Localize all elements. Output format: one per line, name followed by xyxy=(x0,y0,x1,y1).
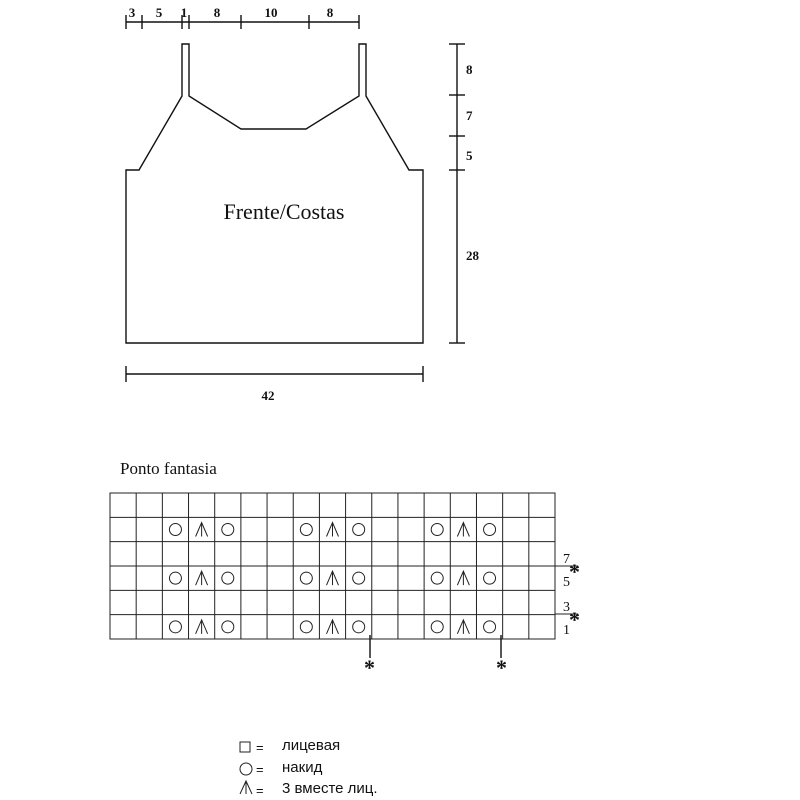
top-dim-label: 8 xyxy=(213,5,221,20)
bottom-dim-label: 42 xyxy=(261,388,275,403)
k3tog-icon xyxy=(327,620,339,634)
legend-text: накид xyxy=(282,759,323,776)
garment-outline xyxy=(126,44,423,343)
yarn-over-circle-icon xyxy=(300,524,312,536)
k3tog-icon xyxy=(196,523,208,537)
yarn-over-circle-icon xyxy=(169,572,181,584)
legend xyxy=(240,737,378,798)
top-dim-label: 1 xyxy=(180,5,188,20)
legend-equals: = xyxy=(256,740,264,755)
repeat-star: * xyxy=(364,655,375,680)
yarn-over-circle-icon xyxy=(431,572,443,584)
yarn-over-circle-icon xyxy=(240,763,252,775)
yarn-over-circle-icon xyxy=(300,621,312,633)
k3tog-icon xyxy=(457,571,469,585)
k3tog-icon xyxy=(327,523,339,537)
yarn-over-circle-icon xyxy=(169,524,181,536)
legend-item-k3tog xyxy=(240,780,378,798)
right-dim-label: 7 xyxy=(466,108,473,123)
repeat-star: * xyxy=(569,559,580,584)
right-dim-label: 28 xyxy=(466,248,479,263)
legend-text: 3 вместе лиц. xyxy=(282,780,378,797)
top-dim-label: 3 xyxy=(128,5,136,20)
top-dim-label: 5 xyxy=(155,5,163,20)
legend-item-knit xyxy=(240,737,340,755)
row-label: 7 xyxy=(563,552,570,567)
chart-title: Ponto fantasia xyxy=(120,459,217,478)
garment-schematic xyxy=(126,44,423,343)
top-dimension-line xyxy=(126,5,359,29)
bottom-dimension-line xyxy=(126,366,423,403)
yarn-over-circle-icon xyxy=(431,621,443,633)
k3tog-icon xyxy=(240,781,252,794)
k3tog-icon xyxy=(457,523,469,537)
legend-equals: = xyxy=(256,762,264,777)
repeat-star: * xyxy=(496,655,507,680)
k3tog-icon xyxy=(196,571,208,585)
yarn-over-circle-icon xyxy=(353,524,365,536)
chart-row-labels xyxy=(555,552,580,638)
legend-item-yarn-over xyxy=(240,759,323,777)
yarn-over-circle-icon xyxy=(484,621,496,633)
stitch-chart xyxy=(110,493,555,639)
yarn-over-circle-icon xyxy=(484,524,496,536)
k3tog-icon xyxy=(327,571,339,585)
yarn-over-circle-icon xyxy=(169,621,181,633)
yarn-over-circle-icon xyxy=(300,572,312,584)
chart-symbols xyxy=(169,523,495,634)
row-label: 1 xyxy=(563,623,570,638)
yarn-over-circle-icon xyxy=(222,621,234,633)
legend-equals: = xyxy=(256,783,264,798)
yarn-over-circle-icon xyxy=(222,572,234,584)
piece-label: Frente/Costas xyxy=(223,199,345,224)
chart-grid-lines xyxy=(110,493,555,639)
right-dimension-line xyxy=(449,44,480,343)
repeat-star: * xyxy=(569,607,580,632)
right-dim-label: 5 xyxy=(466,148,473,163)
yarn-over-circle-icon xyxy=(353,621,365,633)
yarn-over-circle-icon xyxy=(353,572,365,584)
k3tog-icon xyxy=(457,620,469,634)
legend-text: лицевая xyxy=(282,737,341,754)
top-dim-label: 10 xyxy=(264,5,278,20)
row-label: 5 xyxy=(563,575,570,590)
yarn-over-circle-icon xyxy=(484,572,496,584)
row-label: 3 xyxy=(563,600,570,615)
yarn-over-circle-icon xyxy=(222,524,234,536)
yarn-over-circle-icon xyxy=(431,524,443,536)
knit-square-icon xyxy=(240,742,250,752)
repeat-markers xyxy=(364,635,507,680)
k3tog-icon xyxy=(196,620,208,634)
right-dim-label: 8 xyxy=(466,62,473,77)
top-dim-label: 8 xyxy=(326,5,334,20)
